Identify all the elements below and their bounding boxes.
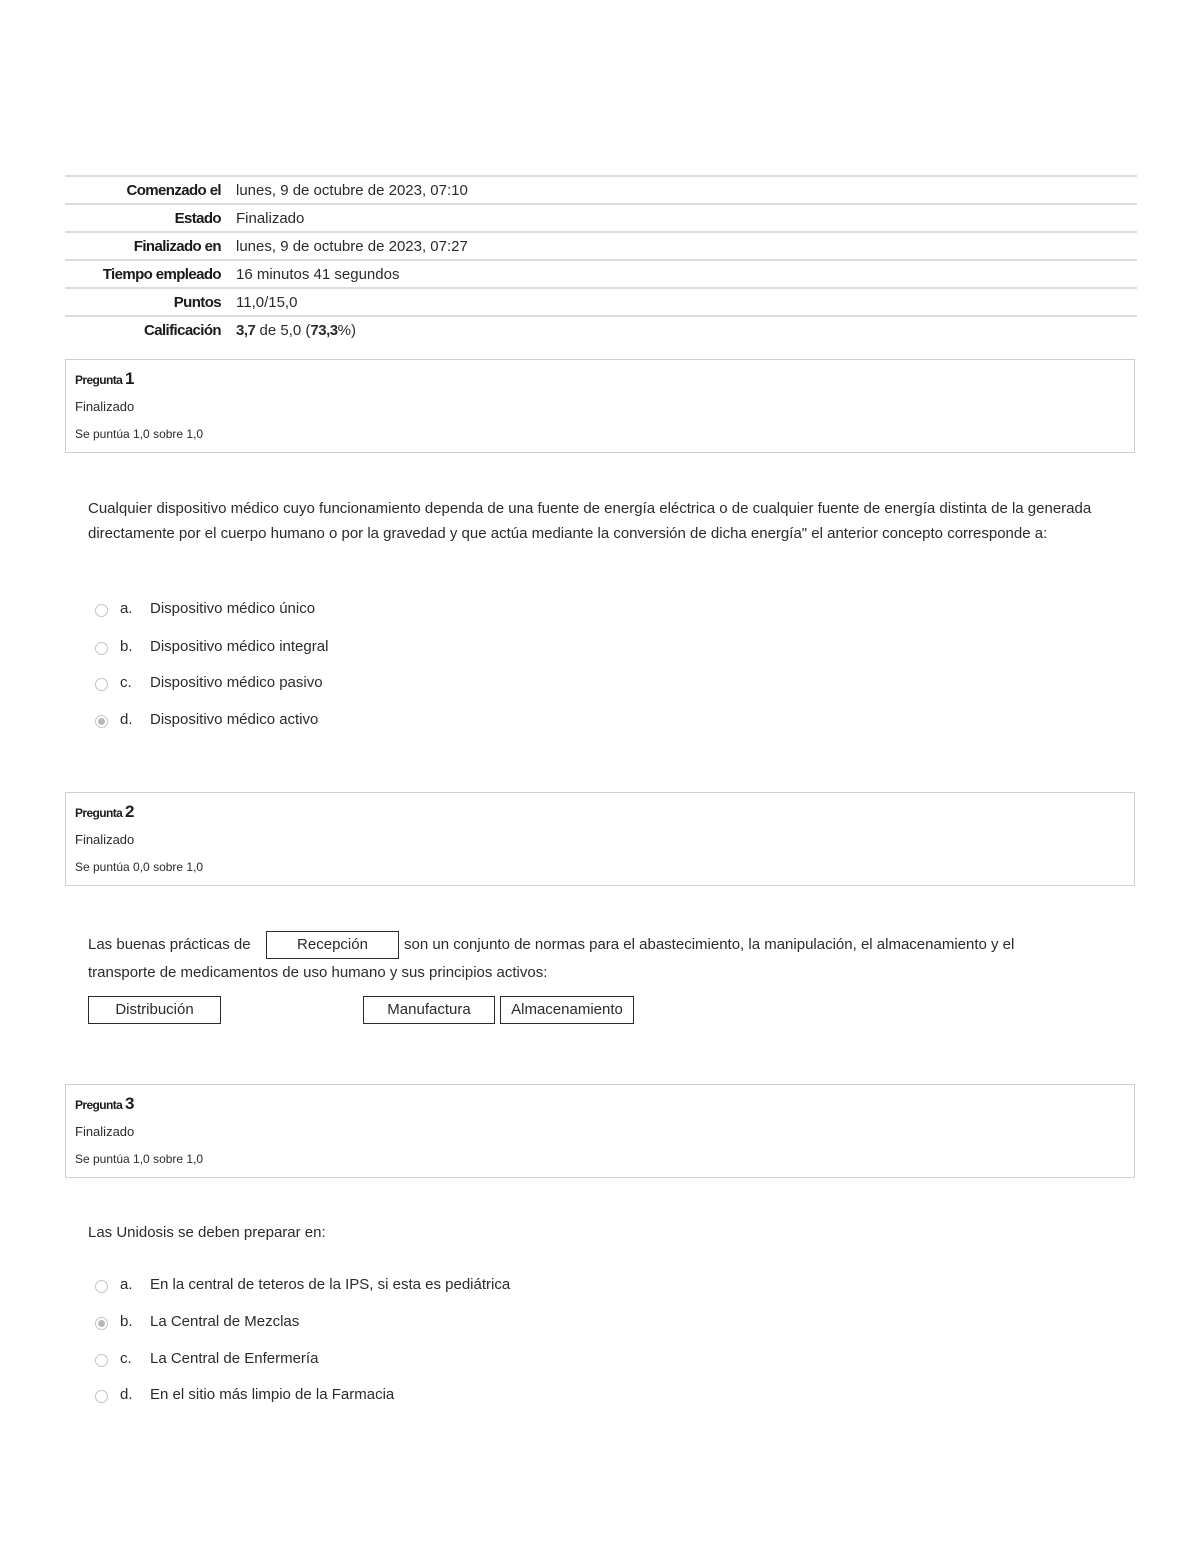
- summary-label: Puntos: [65, 288, 236, 316]
- answer-text: Dispositivo médico activo: [150, 711, 319, 728]
- radio-button[interactable]: [95, 1390, 108, 1403]
- question-state: Finalizado: [75, 399, 135, 414]
- question-text-before: Las buenas prácticas de: [88, 936, 251, 953]
- summary-row-points: [65, 288, 1137, 316]
- question-text: Cualquier dispositivo médico cuyo funcionamiento dependa de una fuente de energía eléctrica o de cualquier fuente de energía distinta de la generada directamente por el cuerpo humano o por la gravedad y que actúa mediante la conversión de dicha energía" el anterior concepto corresponde a:: [88, 500, 1092, 542]
- drop-zone-filled[interactable]: Recepción: [266, 931, 399, 959]
- answer-letter: b.: [120, 1313, 133, 1330]
- answer-letter: c.: [120, 1350, 132, 1367]
- answer-letter: d.: [120, 1386, 133, 1403]
- drag-choice[interactable]: Distribución: [88, 996, 221, 1024]
- summary-value: Finalizado: [236, 204, 1137, 232]
- question-info-box: [65, 359, 1135, 453]
- radio-button-checked[interactable]: [95, 1317, 108, 1330]
- question-grade: Se puntúa 1,0 sobre 1,0: [75, 427, 204, 441]
- summary-value: lunes, 9 de octubre de 2023, 07:10: [236, 176, 1137, 204]
- drag-choice[interactable]: Almacenamiento: [500, 996, 634, 1024]
- question-state: Finalizado: [75, 1124, 135, 1139]
- drag-choice[interactable]: Manufactura: [363, 996, 495, 1024]
- summary-label: Calificación: [65, 316, 236, 343]
- grade-score: 3,7: [236, 321, 256, 339]
- summary-label: Tiempo empleado: [65, 260, 236, 288]
- radio-button[interactable]: [95, 604, 108, 617]
- question-state: Finalizado: [75, 832, 135, 847]
- answer-letter: a.: [120, 1276, 133, 1293]
- answer-text: La Central de Enfermería: [150, 1350, 319, 1367]
- grade-value: [236, 316, 1137, 343]
- answer-text: Dispositivo médico integral: [150, 638, 329, 655]
- question-num: 3: [124, 1094, 135, 1113]
- question-text: Las Unidosis se deben preparar en:: [88, 1224, 326, 1241]
- grade-end-text: %): [337, 321, 356, 339]
- question-text-line2: transporte de medicamentos de uso humano y sus principios activos:: [88, 964, 548, 981]
- radio-button-checked[interactable]: [95, 715, 108, 728]
- summary-row-started: [65, 176, 1137, 204]
- attempt-summary-table: [65, 175, 1137, 343]
- answer-letter: c.: [120, 674, 132, 691]
- summary-value: lunes, 9 de octubre de 2023, 07:27: [236, 232, 1137, 260]
- answer-text: En la central de teteros de la IPS, si esta es pediátrica: [150, 1276, 511, 1293]
- question-info-box: [65, 792, 1135, 886]
- answer-text: Dispositivo médico único: [150, 600, 316, 617]
- grade-percent: 73,3: [310, 321, 338, 339]
- radio-button[interactable]: [95, 678, 108, 691]
- question-prefix: Pregunta: [75, 806, 123, 820]
- summary-label: Comenzado el: [65, 176, 236, 204]
- question-prefix: Pregunta: [75, 1098, 123, 1112]
- question-number: [75, 1094, 134, 1114]
- answer-text: La Central de Mezclas: [150, 1313, 300, 1330]
- summary-row-grade: [65, 316, 1137, 343]
- answer-text: Dispositivo médico pasivo: [150, 674, 323, 691]
- radio-button[interactable]: [95, 642, 108, 655]
- summary-row-finished: [65, 232, 1137, 260]
- answer-text: En el sitio más limpio de la Farmacia: [150, 1386, 395, 1403]
- answer-letter: a.: [120, 600, 133, 617]
- radio-button[interactable]: [95, 1354, 108, 1367]
- summary-value: 16 minutos 41 segundos: [236, 260, 1137, 288]
- question-grade: Se puntúa 0,0 sobre 1,0: [75, 860, 204, 874]
- summary-row-state: [65, 204, 1137, 232]
- question-grade: Se puntúa 1,0 sobre 1,0: [75, 1152, 204, 1166]
- question-text-after: son un conjunto de normas para el abastecimiento, la manipulación, el almacenamiento y el: [404, 936, 1015, 953]
- answer-letter: d.: [120, 711, 133, 728]
- question-prefix: Pregunta: [75, 373, 123, 387]
- question-number: [75, 802, 134, 822]
- summary-row-time-taken: [65, 260, 1137, 288]
- summary-label: Finalizado en: [65, 232, 236, 260]
- answer-letter: b.: [120, 638, 133, 655]
- question-info-box: [65, 1084, 1135, 1178]
- question-num: 2: [124, 802, 135, 821]
- summary-value: 11,0/15,0: [236, 288, 1137, 316]
- question-number: [75, 369, 134, 389]
- grade-middle-text: de 5,0 (: [255, 321, 311, 339]
- question-num: 1: [124, 369, 135, 388]
- radio-button[interactable]: [95, 1280, 108, 1293]
- summary-label: Estado: [65, 204, 236, 232]
